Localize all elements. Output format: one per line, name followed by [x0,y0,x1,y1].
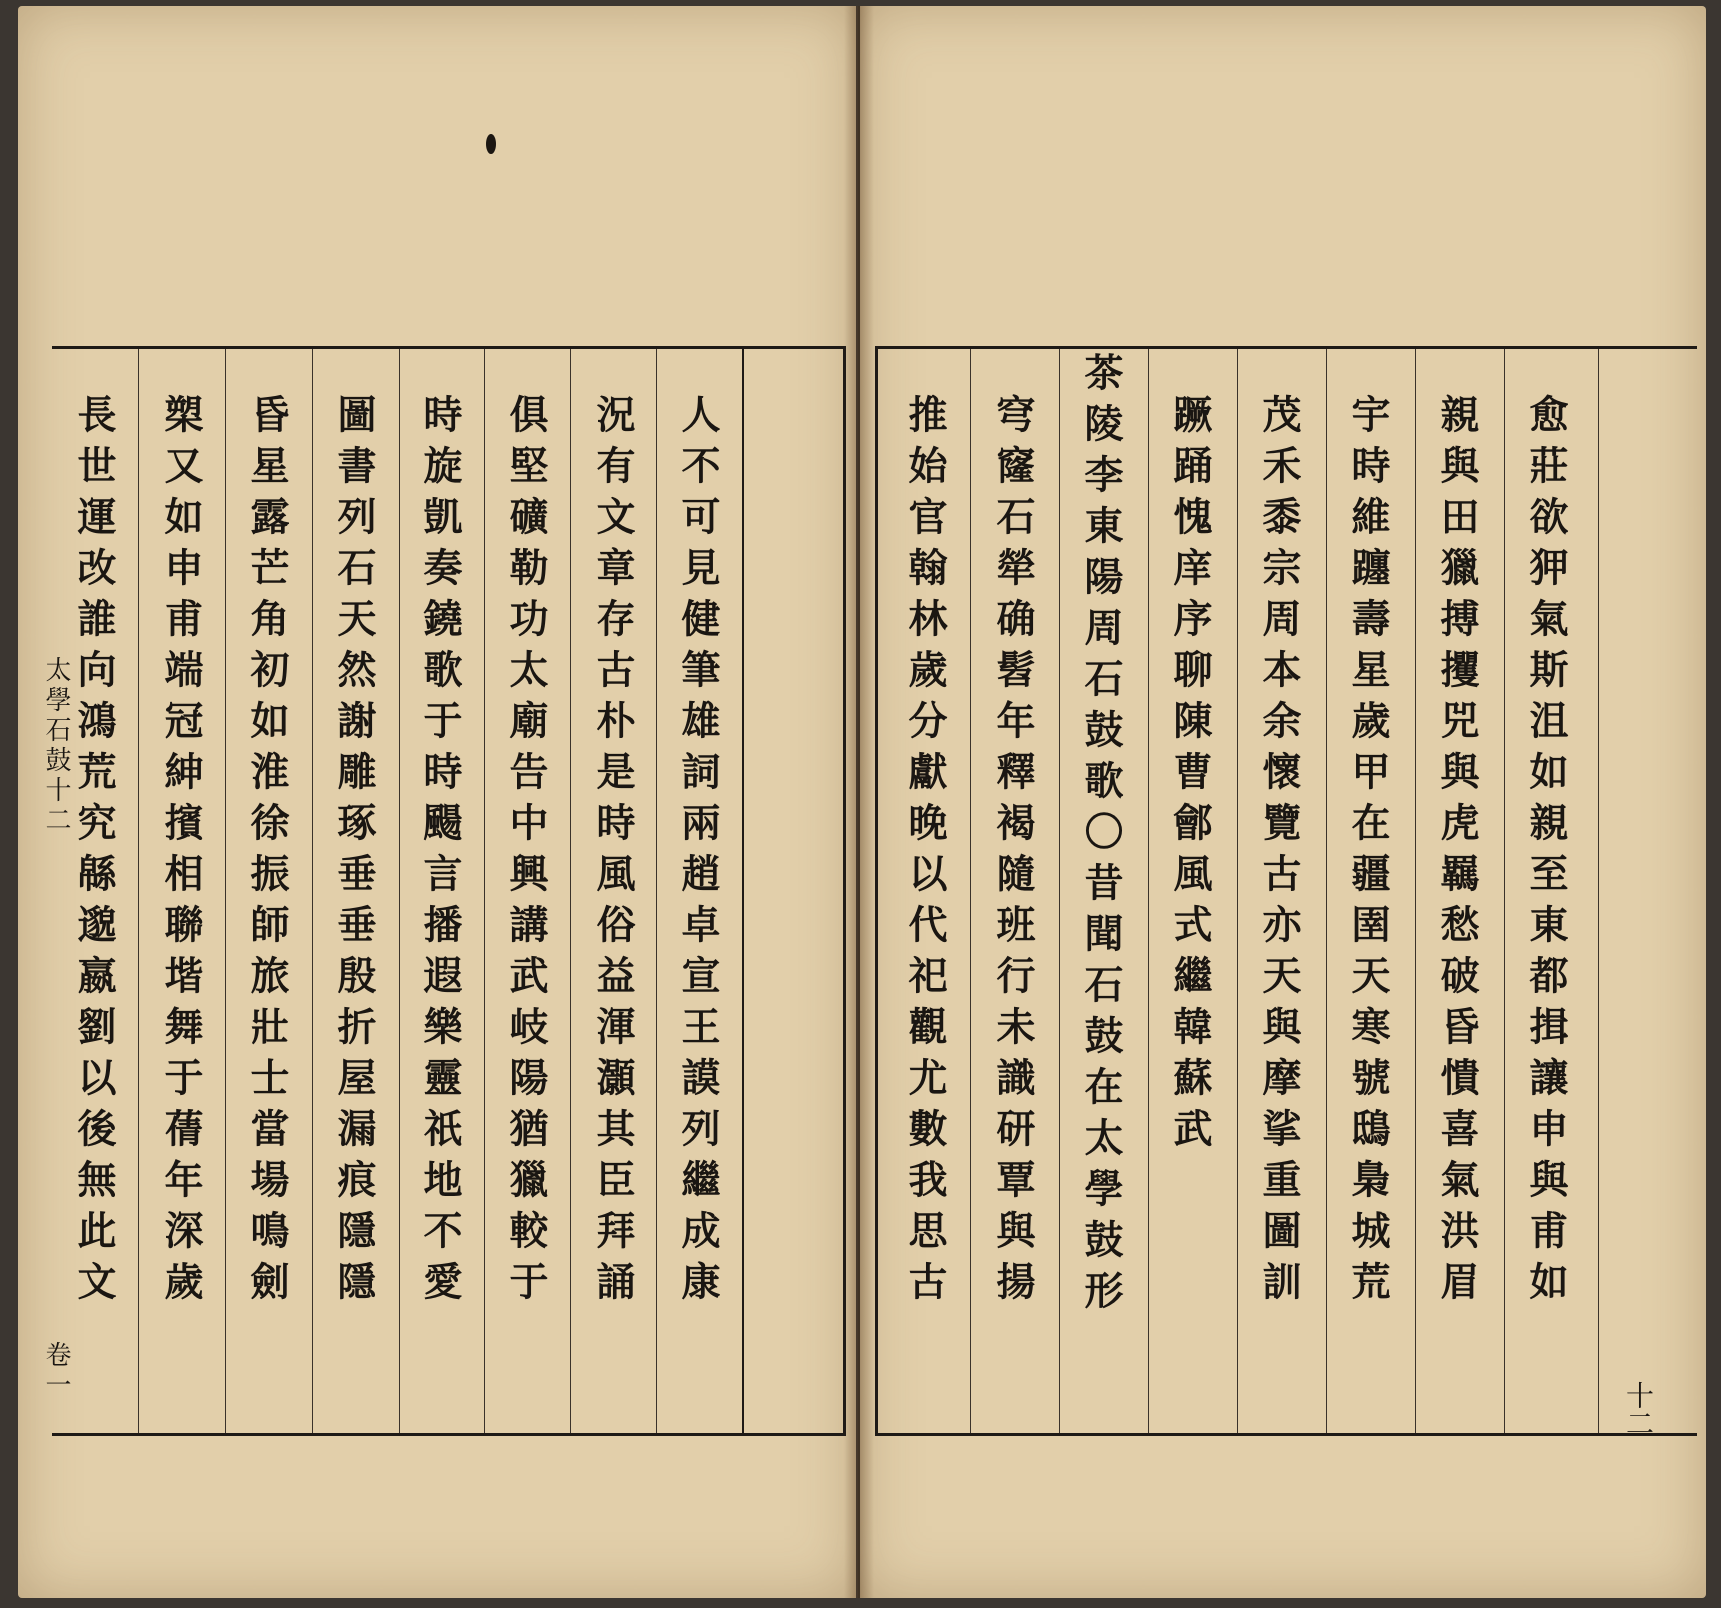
text-column: 親與田獵搏攫兕與虎羈愁破昏憒喜氣洪眉 [1434,394,1480,1312]
column-rule [570,349,571,1433]
column-rule [1326,349,1327,1433]
left-page [18,6,856,1598]
text-column: 推始官翰林歲分獻晚以代祀觀尤數我思古 [902,394,948,1312]
column-rule [1059,349,1060,1433]
text-column: 茶陵李東陽周石鼓歌〇昔聞石鼓在太學鼓形 [1078,352,1124,1321]
text-column: 昏星露芒角初如淮徐振師旅壯士當場鳴劍 [244,394,290,1312]
column-rule [1598,349,1599,1433]
text-column: 穹窿石犖确髫年釋褐隨班行未識研覃與揚 [990,394,1036,1312]
text-column: 俱堅礦勒功太廟告中興講武岐陽猶獵較于 [503,394,549,1312]
book-gutter [844,6,874,1598]
text-column: 人不可見健筆雄詞兩趙卓宣王謨列繼成康 [675,394,721,1312]
volume-label: 卷一 [41,1341,71,1401]
column-rule [138,349,139,1433]
text-column: 槊又如申甫端冠紳擯相聯堦舞于蒨年深歲 [158,394,204,1312]
open-book [18,6,1706,1598]
column-rule [399,349,400,1433]
text-column: 愈莊欲狎氣斯沮如親至東都揖讓申與甫如 [1523,394,1569,1312]
column-rule [1237,349,1238,1433]
text-column: 蹶踊愧庠序聊陳曹鄶風式繼韓蘇武 [1167,394,1213,1159]
column-rule [312,349,313,1433]
text-column: 長世運改誰向鴻荒究緜邈嬴劉以後無此文 [71,394,117,1312]
column-rule [1148,349,1149,1433]
column-rule [1504,349,1505,1433]
column-rule [656,349,657,1433]
column-rule [1415,349,1416,1433]
text-column: 況有文章存古朴是時風俗益渾灝其臣拜誦 [590,394,636,1312]
text-column: 圖書列石天然謝雕琢垂垂殷折屋漏痕隱隱 [331,394,377,1312]
column-rule [225,349,226,1433]
ink-blot [486,134,496,154]
text-column: 茂禾黍宗周本余懷覽古亦天與摩挲重圖訓 [1256,394,1302,1312]
margin-title: 太學石鼓十二 [41,656,71,836]
text-column: 宇時維躔壽星歲甲在疆圉天寒號鴟梟城荒 [1345,394,1391,1312]
column-rule [484,349,485,1433]
text-column: 時旋凱奏鐃歌于時颺言播遐樂靈祇地不愛 [417,394,463,1312]
column-rule [970,349,971,1433]
folio-number: 十二 [1622,1381,1655,1437]
